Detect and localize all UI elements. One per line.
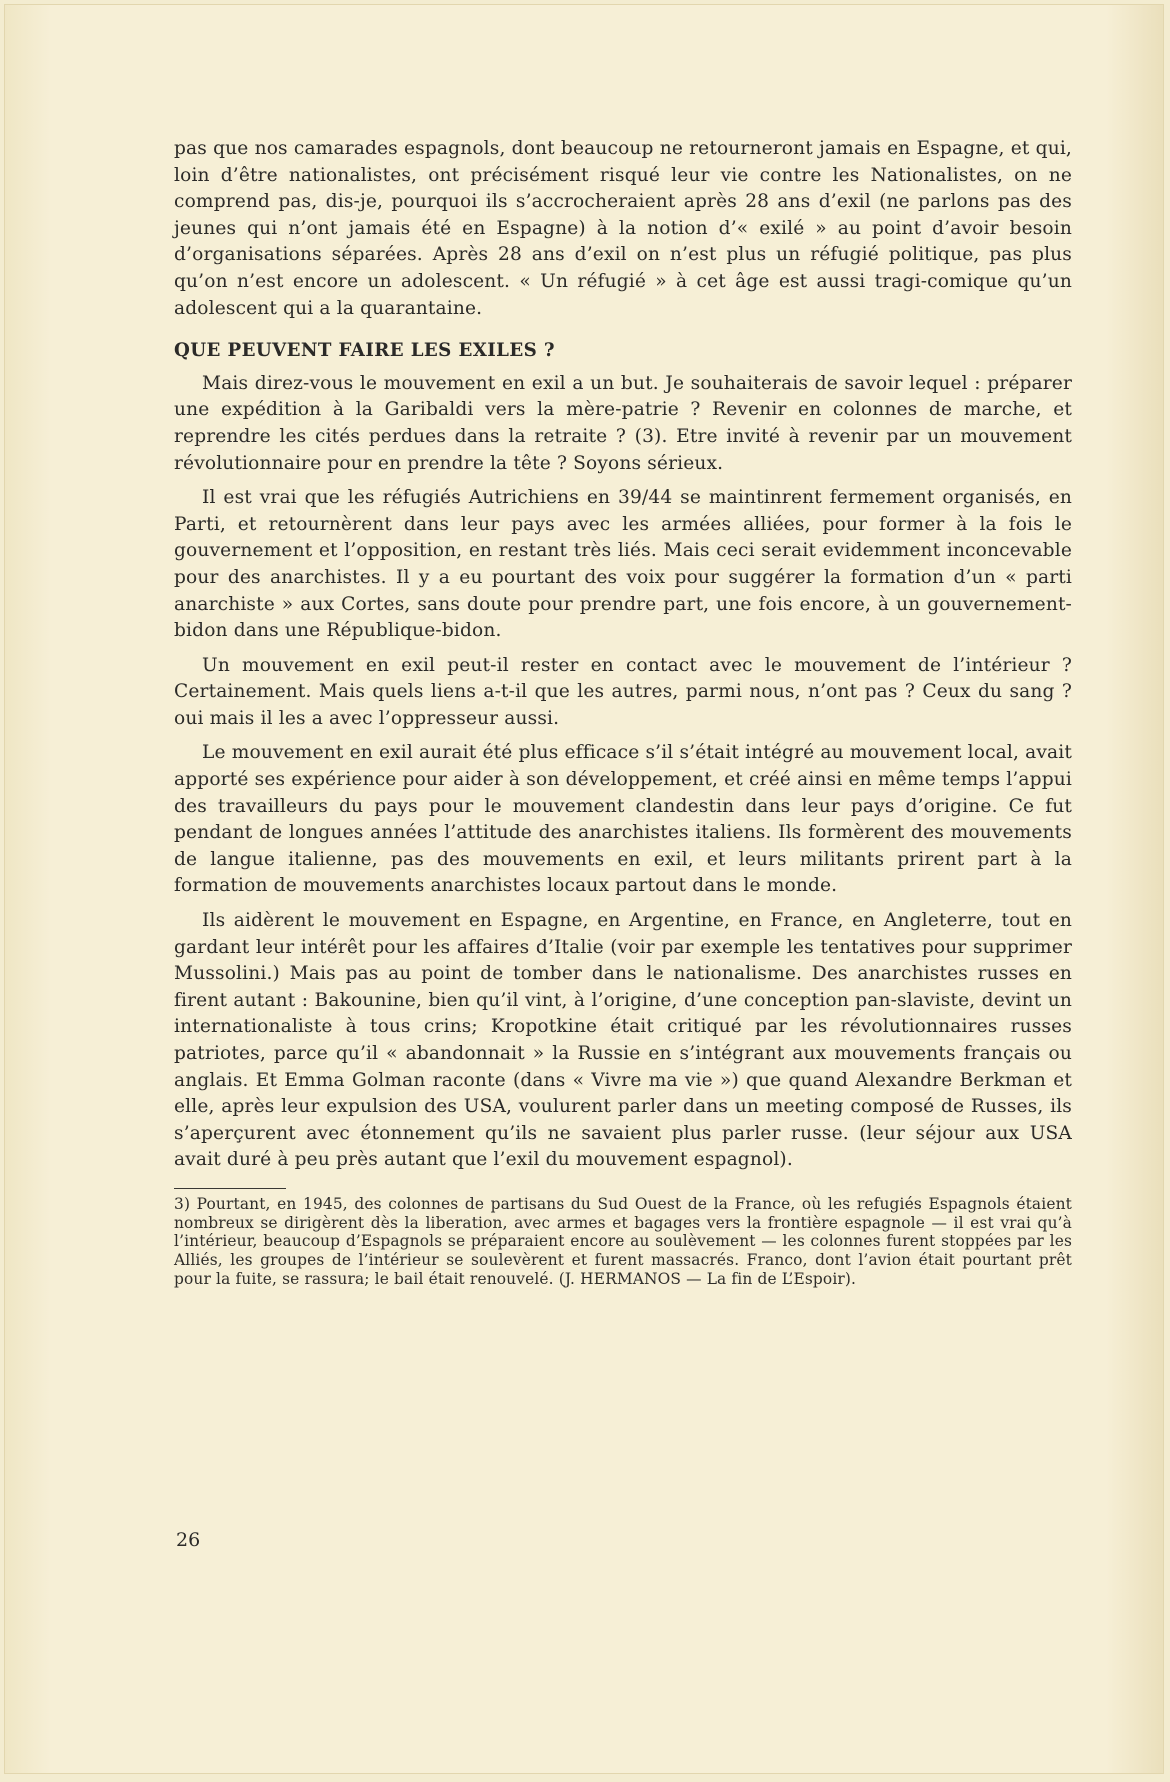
paragraph-3: Il est vrai que les réfugiés Autrichiens en 39/44 se maintinrent fermement organisés, en Parti, et retournèrent dans leur pays avec les armées alliées, pour former à la fois le gouvernement et l’opposition, en restant très liés. Mais ceci serait evidemment inconcevable pour des anarchistes. Il y a eu pourtant des voix pour suggérer la formation d’un « parti anarchiste » aux Cortes, sans doute pour prendre part, une fois encore, à un gouvernement-bidon dans une République-bidon. <box>174 487 1072 642</box>
text-column <box>174 136 1072 1296</box>
page-number: 26 <box>176 1529 201 1551</box>
paragraph-1: pas que nos camarades espagnols, dont beaucoup ne retourneront jamais en Espagne, et qui, loin d’être nationalistes, ont précisément risqué leur vie contre les Nationalistes, on ne comprend pas, dis-je, pourquoi ils s’accrocheraient après 28 ans d’exil (ne parlons pas des jeunes qui n’ont jamais été en Espagne) à la notion d’« exilé » au point d’avoir besoin d’organisations séparées. Après 28 ans d’exil on n’est plus un réfugié politique, pas plus qu’on n’est encore un adolescent. « Un réfugié » à cet âge est aussi tragi-comique qu’un adolescent qui a la quarantaine. <box>174 138 1072 319</box>
paragraph-5: Le mouvement en exil aurait été plus efficace s’il s’était intégré au mouvement local, avait apporté ses expérience pour aider à son développement, et créé ainsi en même temps l’appui des travailleurs du pays pour le mouvement clandestin dans leur pays d’origine. Ce fut pendant de longues années l’attitude des anarchistes italiens. Ils formèrent des mouvements de langue italienne, pas des mouvements en exil, et leurs militants prirent part à la formation de mouvements anarchistes locaux partout dans le monde. <box>174 742 1072 897</box>
paragraph-4: Un mouvement en exil peut-il rester en contact avec le mouvement de l’intérieur ? Certainement. Mais quels liens a-t-il que les autres, parmi nous, n’ont pas ? Ceux du sang ? oui mais il les a avec l’oppresseur aussi. <box>174 654 1072 729</box>
paragraph-6: Ils aidèrent le mouvement en Espagne, en Argentine, en France, en Angleterre, tout en gardant leur intérêt pour les affaires d’Italie (voir par exemple les tentatives pour supprimer Mussolini.) Mais pas au point de tomber dans le nationalisme. Des anarchistes russes en firent autant : Bakounine, bien qu’il vint, à l’origine, d’une conception pan-slaviste, devint un internationaliste à tous crins; Kropotkine était critiqué par les révolutionnaires russes patriotes, parce qu’il « abandonnait » la Russie en s’intégrant aux mouvements français ou anglais. Et Emma Golman raconte (dans « Vivre ma vie ») que quand Alexandre Berkman et elle, après leur expulsion des USA, voulurent parler dans un meeting composé de Russes, ils s’aperçurent avec étonnement qu’ils ne savaient plus parler russe. (leur séjour aux USA avait duré à peu près autant que l’exil du mouvement espagnol). <box>174 910 1072 1171</box>
section-heading: QUE PEUVENT FAIRE LES EXILES ? <box>174 340 555 362</box>
paragraph-2: Mais direz-vous le mouvement en exil a un but. Je souhaiterais de savoir lequel : préparer une expédition à la Garibaldi vers la mère-patrie ? Revenir en colonnes de marche, et reprendre les cités perdues dans la retraite ? (3). Etre invité à revenir par un mouvement révolutionnaire pour en prendre la tête ? Soyons sérieux. <box>174 372 1072 474</box>
footnote-rule <box>174 1188 286 1189</box>
document-page <box>4 4 1164 1774</box>
footnote: 3) Pourtant, en 1945, des colonnes de partisans du Sud Ouest de la France, où les refugiés Espagnols étaient nombreux se dirigèrent dès la liberation, avec armes et bagages vers la frontière espagnole — il est vrai qu’à l’intérieur, beaucoup d’Espagnols se préparaient encore au soulèvement — les colonnes furent stoppées par les Alliés, les groupes de l’intérieur se soulevèrent et furent massacrés. Franco, dont l’avion était pourtant prêt pour la fuite, se rassura; le bail était renouvelé. (J. HERMANOS — La fin de L’Espoir). <box>174 1194 1072 1288</box>
